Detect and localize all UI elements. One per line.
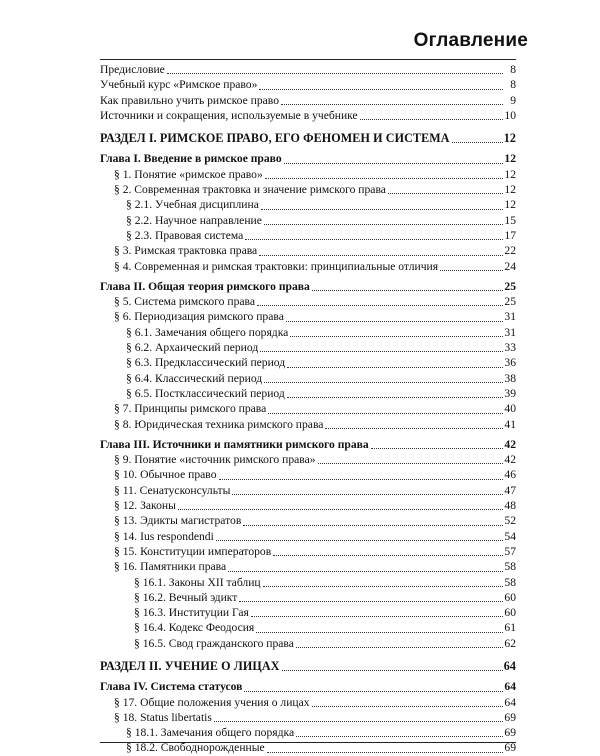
toc-entry[interactable]: § 6.4. Классический период 38	[126, 371, 516, 385]
toc-entry[interactable]: § 7. Принципы римского права 40	[114, 402, 516, 416]
toc-chapter-3[interactable]: Глава III. Источники и памятники римского права 42	[100, 437, 516, 451]
toc-entry[interactable]: § 16.3. Институции Гая 60	[134, 606, 516, 620]
toc-entry[interactable]: § 18. Status libertatis 69	[114, 710, 516, 724]
toc-entry[interactable]: § 16.2. Вечный эдикт 60	[134, 590, 516, 604]
toc-entry[interactable]: § 18.1. Замечания общего порядка 69	[126, 726, 516, 740]
page-title: Оглавление	[413, 30, 528, 51]
toc-chapter-4[interactable]: Глава IV. Система статусов 64	[100, 680, 516, 694]
toc-section-2[interactable]: РАЗДЕЛ II. УЧЕНИЕ О ЛИЦАХ 64	[100, 658, 516, 673]
toc-entry[interactable]: § 18.2. Свободнорожденные 69	[126, 741, 516, 755]
toc-entry[interactable]: § 16.4. Кодекс Феодосия 61	[134, 621, 516, 635]
toc-entry[interactable]: § 2.1. Учебная дисциплина 12	[126, 198, 516, 212]
toc-entry[interactable]: § 2.2. Научное направление 15	[126, 213, 516, 227]
toc-entry-sources[interactable]: Источники и сокращения, используемые в учебнике 10	[100, 108, 516, 122]
toc-entry[interactable]: § 12. Законы 48	[114, 499, 516, 513]
bottom-rule	[100, 742, 516, 743]
toc-entry[interactable]: § 16.5. Свод гражданского права 62	[134, 636, 516, 650]
toc-entry[interactable]: § 9. Понятие «источник римского права» 42	[114, 453, 516, 467]
toc-entry[interactable]: § 13. Эдикты магистратов 52	[114, 514, 516, 528]
toc-entry[interactable]: § 6.2. Архаический период 33	[126, 341, 516, 355]
toc-entry[interactable]: § 1. Понятие «римское право» 12	[114, 167, 516, 181]
toc-entry-course[interactable]: Учебный курс «Римское право» 8	[100, 78, 516, 92]
toc-entry[interactable]: § 2. Современная трактовка и значение римского права 12	[114, 183, 516, 197]
toc-entry[interactable]: § 3. Римская трактовка права 22	[114, 244, 516, 258]
toc-entry[interactable]: § 16. Памятники права 58	[114, 560, 516, 574]
toc-entry[interactable]: § 8. Юридическая техника римского права 41	[114, 417, 516, 431]
toc-entry[interactable]: § 16.1. Законы XII таблиц 58	[134, 575, 516, 589]
toc-section-1[interactable]: РАЗДЕЛ I. РИМСКОЕ ПРАВО, ЕГО ФЕНОМЕН И СИСТЕМА 12	[100, 131, 516, 146]
toc-entry[interactable]: § 4. Современная и римская трактовки: принципиальные отличия 24	[114, 259, 516, 273]
toc-chapter-2[interactable]: Глава II. Общая теория римского права 25	[100, 279, 516, 293]
toc-entry-preface[interactable]: Предисловие 8	[100, 63, 516, 76]
toc-entry[interactable]: § 10. Обычное право 46	[114, 468, 516, 482]
toc-chapter-1[interactable]: Глава I. Введение в римское право 12	[100, 152, 516, 166]
toc-entry[interactable]: § 6.3. Предклассический период 36	[126, 356, 516, 370]
toc-entry[interactable]: § 5. Система римского права 25	[114, 295, 516, 309]
top-rule	[100, 59, 516, 60]
toc-entry[interactable]: § 6.1. Замечания общего порядка 31	[126, 325, 516, 339]
toc-entry[interactable]: § 11. Сенатусконсульты 47	[114, 483, 516, 497]
toc-entry[interactable]: § 14. Ius respondendi 54	[114, 529, 516, 543]
toc-entry[interactable]: § 15. Конституции императоров 57	[114, 544, 516, 558]
toc-entry[interactable]: § 6. Периодизация римского права 31	[114, 310, 516, 324]
toc-entry-how-to-study[interactable]: Как правильно учить римское право 9	[100, 93, 516, 107]
toc-entry[interactable]: § 6.5. Постклассический период 39	[126, 386, 516, 400]
toc-entry[interactable]: § 17. Общие положения учения о лицах 64	[114, 695, 516, 709]
toc-entry[interactable]: § 2.3. Правовая система 17	[126, 228, 516, 242]
table-of-contents	[100, 62, 516, 756]
